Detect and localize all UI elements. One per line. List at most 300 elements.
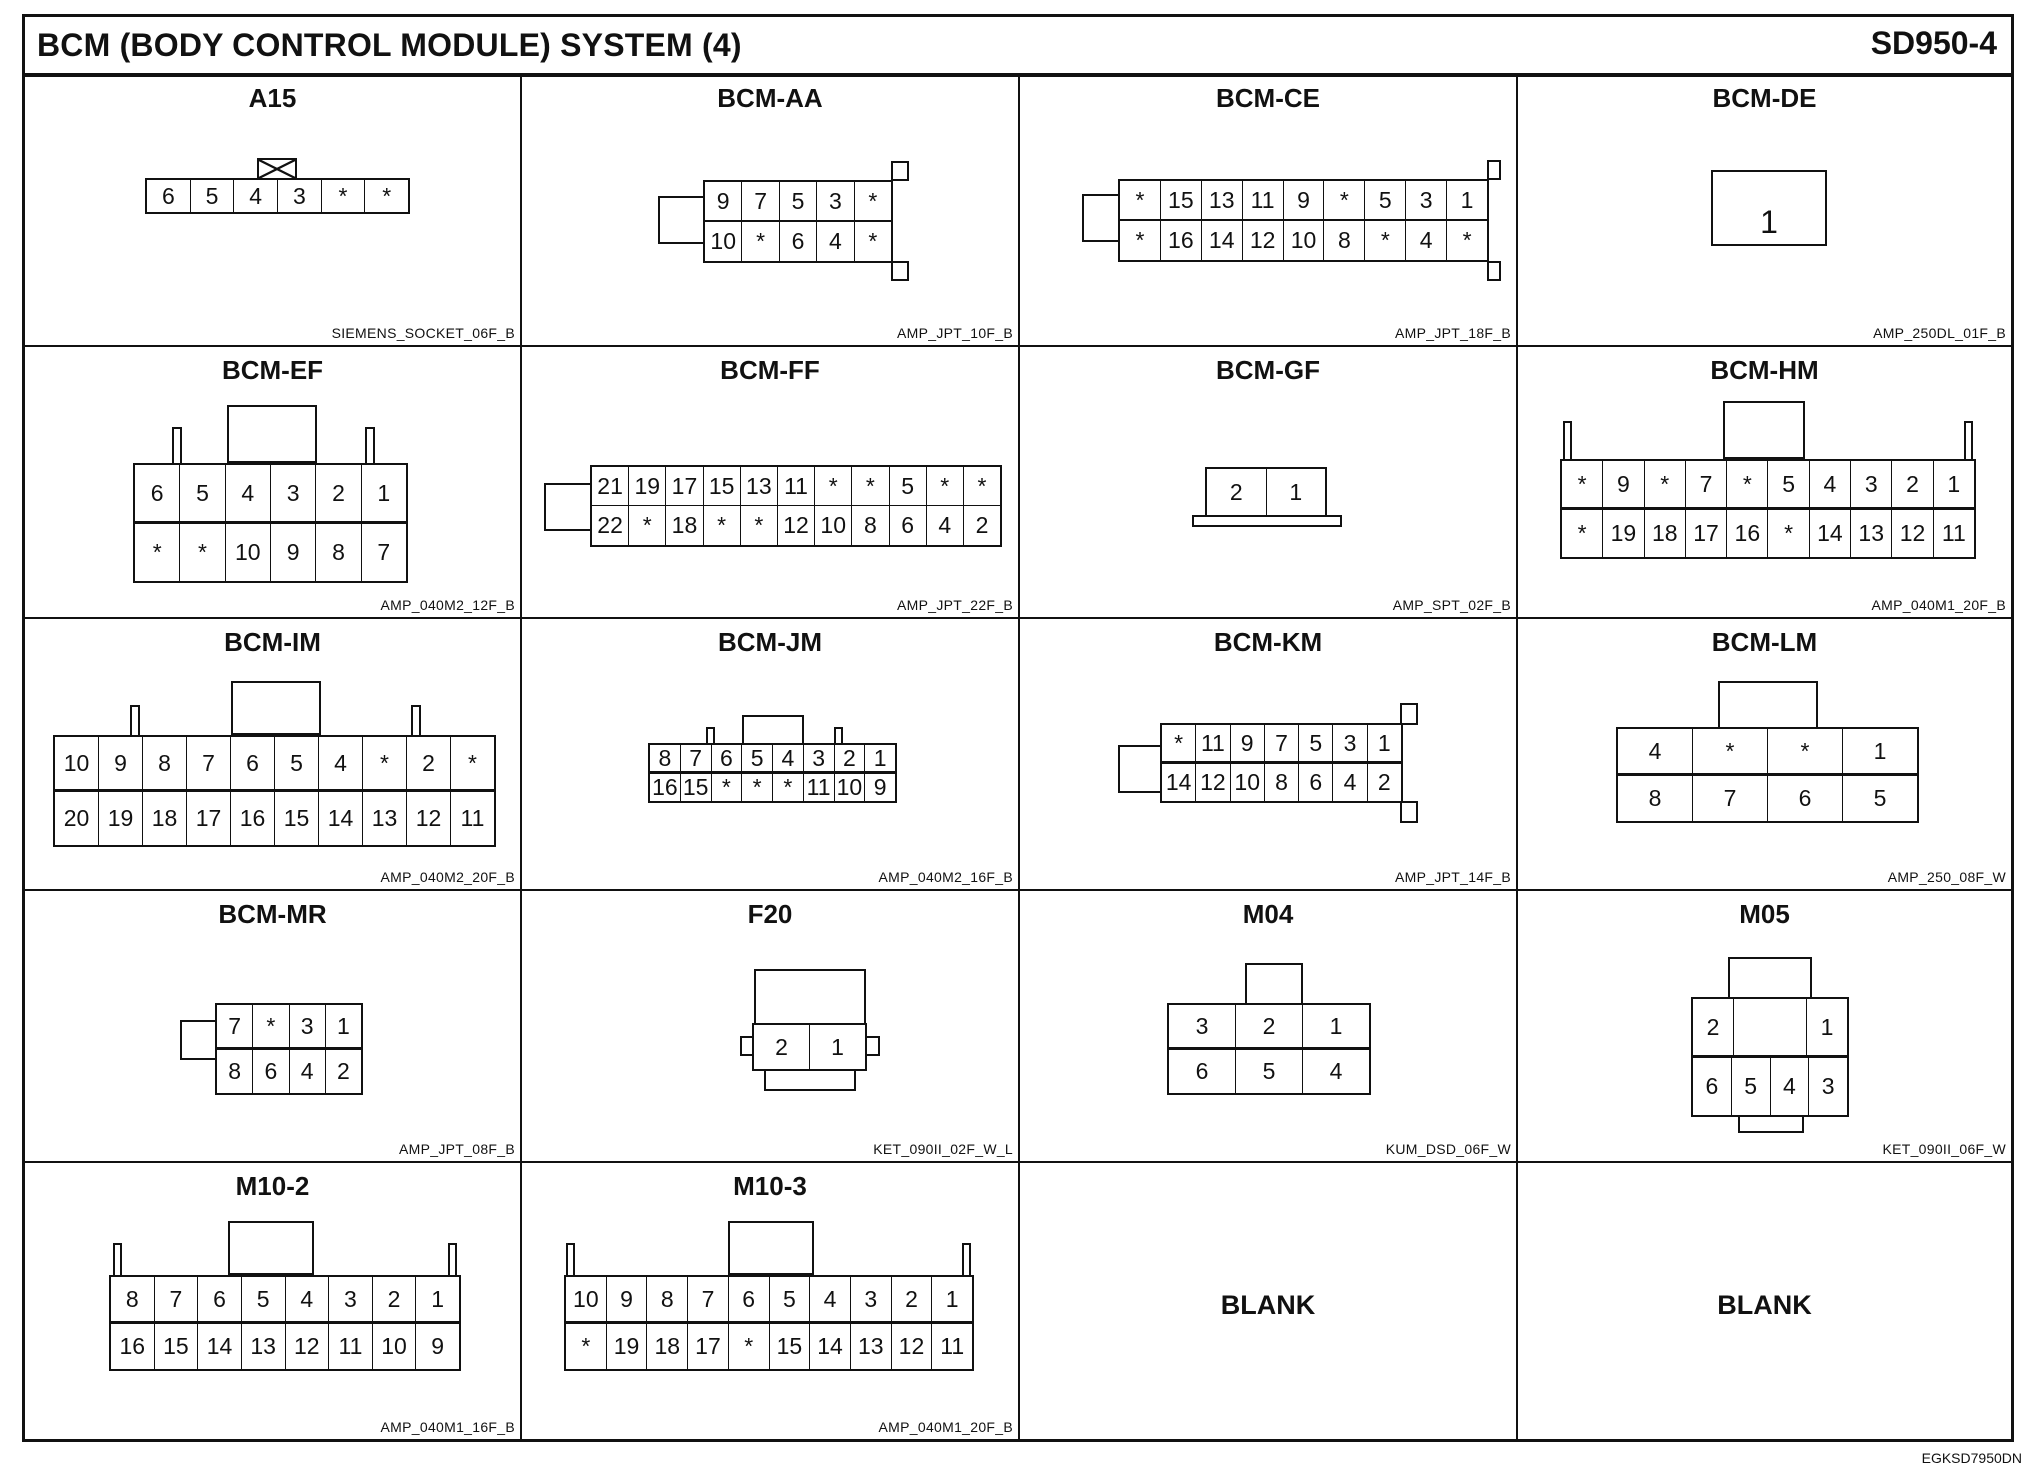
connector-name: BCM-AA	[717, 83, 823, 113]
pin: 19	[629, 467, 666, 505]
pin: 8	[647, 1277, 688, 1321]
pin: *	[1120, 181, 1161, 219]
pin: 3	[1821, 1073, 1835, 1099]
connector-cell	[1020, 347, 1518, 619]
pin-row	[215, 1049, 363, 1095]
pin: *	[1120, 221, 1161, 260]
pin: 6	[1768, 776, 1843, 821]
connector-cell	[1518, 891, 2011, 1163]
pin-row	[564, 1275, 974, 1323]
connector-name: M05	[1739, 899, 1790, 929]
connector-part-number: AMP_040M2_16F_B	[878, 869, 1013, 885]
pin: 3	[804, 745, 835, 771]
housing-outline	[566, 1243, 575, 1277]
housing-outline	[1400, 703, 1418, 725]
pin: 4	[234, 180, 278, 212]
connector-part-number: AMP_SPT_02F_B	[1392, 597, 1511, 613]
pin: 1	[831, 1033, 844, 1060]
pin-row	[109, 1323, 461, 1371]
connector-part-number: SIEMENS_SOCKET_06F_B	[331, 325, 515, 341]
pin: 9	[1231, 725, 1265, 761]
pin: 6	[729, 1277, 770, 1321]
pin: 12	[778, 506, 815, 545]
pin: 18	[666, 506, 703, 545]
housing-outline	[891, 261, 909, 281]
pin: *	[253, 1005, 289, 1047]
locking-tab	[728, 1221, 814, 1275]
pin: 9	[873, 774, 887, 800]
pin: 1	[1806, 999, 1847, 1055]
connector-cell	[25, 1163, 522, 1439]
locking-tab	[231, 681, 321, 735]
pin: 11	[329, 1324, 373, 1369]
pin: 6	[1299, 764, 1333, 801]
pin: 14	[810, 1324, 851, 1369]
blank-cell	[1020, 1163, 1518, 1439]
pin: 5	[780, 182, 817, 220]
pin: 20	[55, 792, 99, 845]
pin: 5	[191, 180, 235, 212]
pin: 4	[773, 745, 804, 771]
pin: *	[868, 228, 878, 254]
pin-row	[109, 1275, 461, 1323]
pin-row	[1167, 1049, 1371, 1095]
pin-row	[53, 735, 496, 791]
header-bar	[25, 17, 2011, 77]
pin: 7	[217, 1005, 253, 1047]
pin: 18	[1645, 510, 1686, 557]
pin: 5	[1365, 181, 1406, 219]
housing-outline	[1738, 1115, 1804, 1133]
pin: 11	[1196, 725, 1230, 761]
pin: 22	[592, 506, 629, 545]
housing-outline	[411, 705, 421, 737]
pin: 5	[242, 1277, 286, 1321]
pin: 5	[1732, 1058, 1771, 1115]
connector-part-number: AMP_250_08F_W	[1887, 869, 2006, 885]
pin: 13	[363, 792, 407, 845]
locking-tab	[1718, 681, 1818, 729]
pin: *	[1562, 510, 1603, 557]
pin: *	[180, 524, 225, 581]
pin: 5	[180, 465, 225, 521]
pin: *	[712, 774, 743, 801]
pin-row	[1691, 997, 1849, 1057]
connector-part-number: AMP_250DL_01F_B	[1873, 325, 2006, 341]
housing-outline	[1118, 745, 1163, 793]
connector-cell	[522, 1163, 1020, 1439]
pin: 10	[55, 737, 99, 789]
pin-row	[703, 180, 893, 222]
connector-name: BCM-CE	[1216, 83, 1320, 113]
pin: 6	[135, 465, 180, 521]
page-title: BCM (BODY CONTROL MODULE) SYSTEM (4)	[37, 27, 742, 63]
pin-row	[1691, 1057, 1849, 1117]
connector-name: M04	[1242, 899, 1294, 929]
pin: 11	[460, 805, 485, 831]
connector-cell	[25, 619, 522, 891]
pin: 16	[1161, 221, 1202, 260]
pin: *	[322, 180, 366, 212]
pin-row	[1160, 763, 1403, 803]
pin: *	[566, 1324, 607, 1369]
connector-part-number: AMP_JPT_08F_B	[399, 1141, 515, 1157]
pin: 5	[890, 467, 927, 505]
footer-code: EGKSD7950DN	[1921, 1450, 2022, 1466]
pin: 3	[278, 180, 322, 212]
housing-outline	[172, 427, 182, 465]
pin: 7	[377, 539, 391, 565]
pin-row	[1616, 775, 1919, 823]
connector-part-number: KET_090II_06F_W	[1882, 1141, 2006, 1157]
pin: 4	[1618, 729, 1693, 773]
pin: 2	[316, 465, 361, 521]
pin: 7	[742, 182, 779, 220]
connector-cell	[522, 619, 1020, 891]
pin: 2	[1236, 1005, 1303, 1047]
pin: *	[1324, 181, 1365, 219]
pin: 19	[1603, 510, 1644, 557]
pin: 11	[778, 467, 815, 505]
locking-tab	[1728, 957, 1812, 999]
pin: 14	[319, 792, 363, 845]
pin: *	[1562, 461, 1603, 507]
housing-outline	[962, 1243, 971, 1277]
pin: 4	[927, 506, 964, 545]
pin: *	[729, 1324, 770, 1369]
blank-label: BLANK	[1717, 1289, 1812, 1320]
pin: *	[1768, 729, 1843, 773]
pin: 9	[99, 737, 143, 789]
pin: 2	[373, 1277, 417, 1321]
diagram-sheet	[22, 14, 2014, 1442]
housing-outline	[1487, 160, 1501, 180]
pin-row	[1118, 220, 1489, 262]
pin-row	[1167, 1003, 1371, 1049]
housing-outline	[891, 161, 909, 181]
connector-part-number: AMP_040M1_20F_B	[878, 1419, 1013, 1435]
pin: 2	[892, 1277, 933, 1321]
pin: 14	[198, 1324, 242, 1369]
pin: *	[868, 187, 878, 214]
pin: 16	[231, 792, 275, 845]
connector-part-number: AMP_JPT_10F_B	[897, 325, 1013, 341]
locking-tab	[257, 158, 297, 180]
pin: 13	[1851, 510, 1892, 557]
pin: 4	[1406, 221, 1447, 260]
pin: 2	[407, 737, 451, 789]
pin: 1	[1760, 204, 1778, 240]
housing-outline	[1563, 421, 1572, 461]
pin: 3	[851, 1277, 892, 1321]
pin: 11	[1941, 520, 1966, 546]
housing-outline	[130, 705, 140, 737]
pin: *	[742, 222, 779, 261]
locking-tab	[228, 1221, 314, 1275]
locking-tab	[227, 405, 317, 463]
pin: 2	[1377, 769, 1391, 795]
pin: 8	[316, 524, 361, 581]
pin: 18	[143, 792, 187, 845]
connector-part-number: AMP_JPT_14F_B	[1395, 869, 1511, 885]
pin: 10	[705, 222, 742, 261]
connector-name: BCM-LM	[1711, 627, 1818, 657]
pin: *	[468, 749, 477, 776]
pin: *	[135, 524, 180, 581]
pin: 11	[1243, 181, 1284, 219]
connector-name: BCM-IM	[224, 627, 321, 657]
pin: 9	[271, 524, 316, 581]
pin: 2	[336, 1058, 350, 1084]
housing-outline	[544, 483, 592, 531]
connector-name: BCM-FF	[720, 355, 820, 385]
pin: 5	[1873, 785, 1887, 811]
pin: *	[1727, 461, 1768, 507]
pin: 17	[1686, 510, 1727, 557]
pin: 12	[1892, 510, 1933, 557]
pin: 15	[275, 792, 319, 845]
connector-cell	[1020, 75, 1518, 347]
pin: 1	[1947, 470, 1961, 497]
pin: 17	[688, 1324, 729, 1369]
pin: 13	[242, 1324, 286, 1369]
pin: 11	[940, 1333, 965, 1359]
pin: 13	[851, 1324, 892, 1369]
pin: *	[1162, 725, 1196, 761]
pin: 6	[890, 506, 927, 545]
connector-cell	[522, 347, 1020, 619]
pin: 5	[770, 1277, 811, 1321]
pin: 9	[705, 182, 742, 220]
pin: *	[1693, 729, 1768, 773]
pin-row	[1560, 459, 1976, 509]
connector-cell	[522, 891, 1020, 1163]
pin: 8	[650, 745, 681, 771]
pin: 16	[1727, 510, 1768, 557]
pin: 17	[187, 792, 231, 845]
pin: 6	[147, 180, 191, 212]
pin: 5	[1299, 725, 1333, 761]
connector-name: A15	[248, 83, 297, 113]
housing-outline	[1082, 194, 1120, 242]
pin: *	[1462, 227, 1472, 253]
connector-cell	[1020, 891, 1518, 1163]
pin: *	[815, 467, 852, 505]
pin: 3	[817, 182, 854, 220]
pin: 1	[873, 744, 887, 771]
pin: 8	[1324, 221, 1365, 260]
pin: 14	[1810, 510, 1851, 557]
pin: 4	[286, 1277, 330, 1321]
pin: 2	[835, 745, 866, 771]
connector-part-number: KUM_DSD_06F_W	[1385, 1141, 1511, 1157]
pin: 4	[290, 1050, 326, 1093]
pin: *	[852, 467, 889, 505]
pin: *	[1768, 510, 1809, 557]
connector-cell	[1518, 75, 2011, 347]
pin: 10	[226, 524, 271, 581]
pin: *	[742, 774, 773, 801]
connector-name: M10-2	[235, 1171, 310, 1201]
connector-name: BCM-DE	[1712, 83, 1817, 113]
pin: 12	[892, 1324, 933, 1369]
housing-outline	[448, 1243, 457, 1277]
pin: 7	[155, 1277, 199, 1321]
pin: 3	[1851, 461, 1892, 507]
pin: *	[1365, 221, 1406, 260]
pin: 1	[1460, 186, 1474, 213]
pin: 12	[286, 1324, 330, 1369]
pin-row	[133, 463, 408, 523]
pin: 2	[1892, 461, 1933, 507]
blank-label: BLANK	[1220, 1289, 1316, 1320]
pin: 4	[226, 465, 271, 521]
pin: 4	[1810, 461, 1851, 507]
pin: 19	[607, 1324, 648, 1369]
pin: 10	[835, 774, 866, 801]
pin: 21	[592, 467, 629, 505]
pin: 16	[650, 774, 681, 801]
housing-outline	[764, 1069, 856, 1091]
pin: 4	[1329, 1058, 1343, 1084]
pin: 1	[1377, 729, 1391, 756]
pin: 5	[275, 737, 319, 789]
pin: 8	[1618, 776, 1693, 821]
pin: 4	[1771, 1058, 1810, 1115]
locking-tab	[1723, 401, 1805, 459]
pin-row	[590, 505, 1002, 547]
housing-outline	[113, 1243, 122, 1277]
pin-row	[752, 1023, 867, 1071]
pin: 6	[253, 1050, 289, 1093]
housing-outline	[1487, 261, 1501, 281]
connector-cell	[25, 891, 522, 1163]
connector-part-number: AMP_040M2_20F_B	[380, 869, 515, 885]
pin-row	[1205, 467, 1327, 517]
pin-row	[1160, 723, 1403, 763]
pin: *	[629, 506, 666, 545]
pin: 13	[1202, 181, 1243, 219]
connector-name: BCM-GF	[1216, 355, 1320, 385]
connector-name: BCM-HM	[1710, 355, 1819, 385]
pin: *	[741, 506, 778, 545]
connector-name: M10-3	[733, 1171, 807, 1201]
pin: 1	[1873, 737, 1887, 764]
pin: *	[773, 774, 804, 801]
pin: 2	[1693, 999, 1734, 1055]
pin: 1	[1289, 478, 1303, 505]
connector-part-number: AMP_040M1_16F_B	[380, 1419, 515, 1435]
pin: 18	[647, 1324, 688, 1369]
pin: 3	[1406, 181, 1447, 219]
housing-outline	[658, 196, 706, 244]
pin: 3	[271, 465, 316, 521]
pin-row	[648, 743, 897, 773]
pin: 15	[155, 1324, 199, 1369]
pin: 9	[1603, 461, 1644, 507]
pin: 12	[1196, 764, 1230, 801]
pin: 7	[1686, 461, 1727, 507]
pin: *	[363, 737, 407, 789]
connector-cell	[1518, 619, 2011, 891]
connector-name: F20	[747, 899, 793, 929]
housing-outline	[1964, 421, 1973, 461]
connector-cell	[1020, 619, 1518, 891]
pin-row	[590, 465, 1002, 507]
pin: 5	[742, 745, 773, 771]
locking-tab	[1245, 963, 1303, 1005]
pin: 6	[712, 745, 743, 771]
pin: 1	[377, 479, 391, 506]
pin: 15	[704, 467, 741, 505]
pin: 15	[1161, 181, 1202, 219]
pin: 7	[1265, 725, 1299, 761]
pin: 15	[770, 1324, 811, 1369]
pin: 2	[1207, 469, 1267, 515]
pin: 1	[945, 1285, 959, 1312]
connector-name: BCM-KM	[1213, 627, 1323, 657]
pin: 2	[754, 1025, 810, 1069]
connector-part-number: AMP_040M1_20F_B	[1871, 597, 2006, 613]
pin: 7	[681, 745, 712, 771]
pin: 11	[804, 774, 835, 801]
pin-row	[564, 1323, 974, 1371]
pin: 2	[975, 512, 989, 538]
pin: 4	[810, 1277, 851, 1321]
pin: 9	[1284, 181, 1325, 219]
pin: 4	[817, 222, 854, 261]
connector-cell	[25, 75, 522, 347]
pin: 10	[566, 1277, 607, 1321]
pin: *	[977, 472, 987, 499]
pin: 14	[1202, 221, 1243, 260]
pin: 6	[1693, 1058, 1732, 1115]
pin-row	[1616, 727, 1919, 775]
pin: 7	[1693, 776, 1768, 821]
pin: *	[382, 182, 392, 209]
pin: 4	[1333, 764, 1367, 801]
pin: 8	[143, 737, 187, 789]
locking-tab	[754, 969, 866, 1025]
connector-cell	[522, 75, 1020, 347]
pin: 1	[1329, 1012, 1343, 1039]
housing-outline	[180, 1020, 218, 1060]
pin: 5	[1768, 461, 1809, 507]
pin: 10	[1231, 764, 1265, 801]
pin: 3	[1169, 1005, 1236, 1047]
pin: 10	[373, 1324, 417, 1369]
pin-row	[133, 523, 408, 583]
pin: 19	[99, 792, 143, 845]
pin-row	[1560, 509, 1976, 559]
pin: 10	[815, 506, 852, 545]
pin: 15	[681, 774, 712, 801]
connector-name: BCM-MR	[218, 899, 327, 929]
pin: 1	[431, 1285, 445, 1312]
pin-row	[703, 221, 893, 263]
pin-row	[145, 178, 410, 214]
pin: 3	[290, 1005, 326, 1047]
pin: 1	[336, 1012, 350, 1039]
pin: 7	[688, 1277, 729, 1321]
connector-housing	[1711, 170, 1827, 246]
connector-part-number: AMP_040M2_12F_B	[380, 597, 515, 613]
pin: 6	[198, 1277, 242, 1321]
pin: 6	[1169, 1050, 1236, 1093]
pin: 12	[407, 792, 451, 845]
connector-grid	[25, 75, 2011, 1439]
pin-row	[648, 773, 897, 803]
